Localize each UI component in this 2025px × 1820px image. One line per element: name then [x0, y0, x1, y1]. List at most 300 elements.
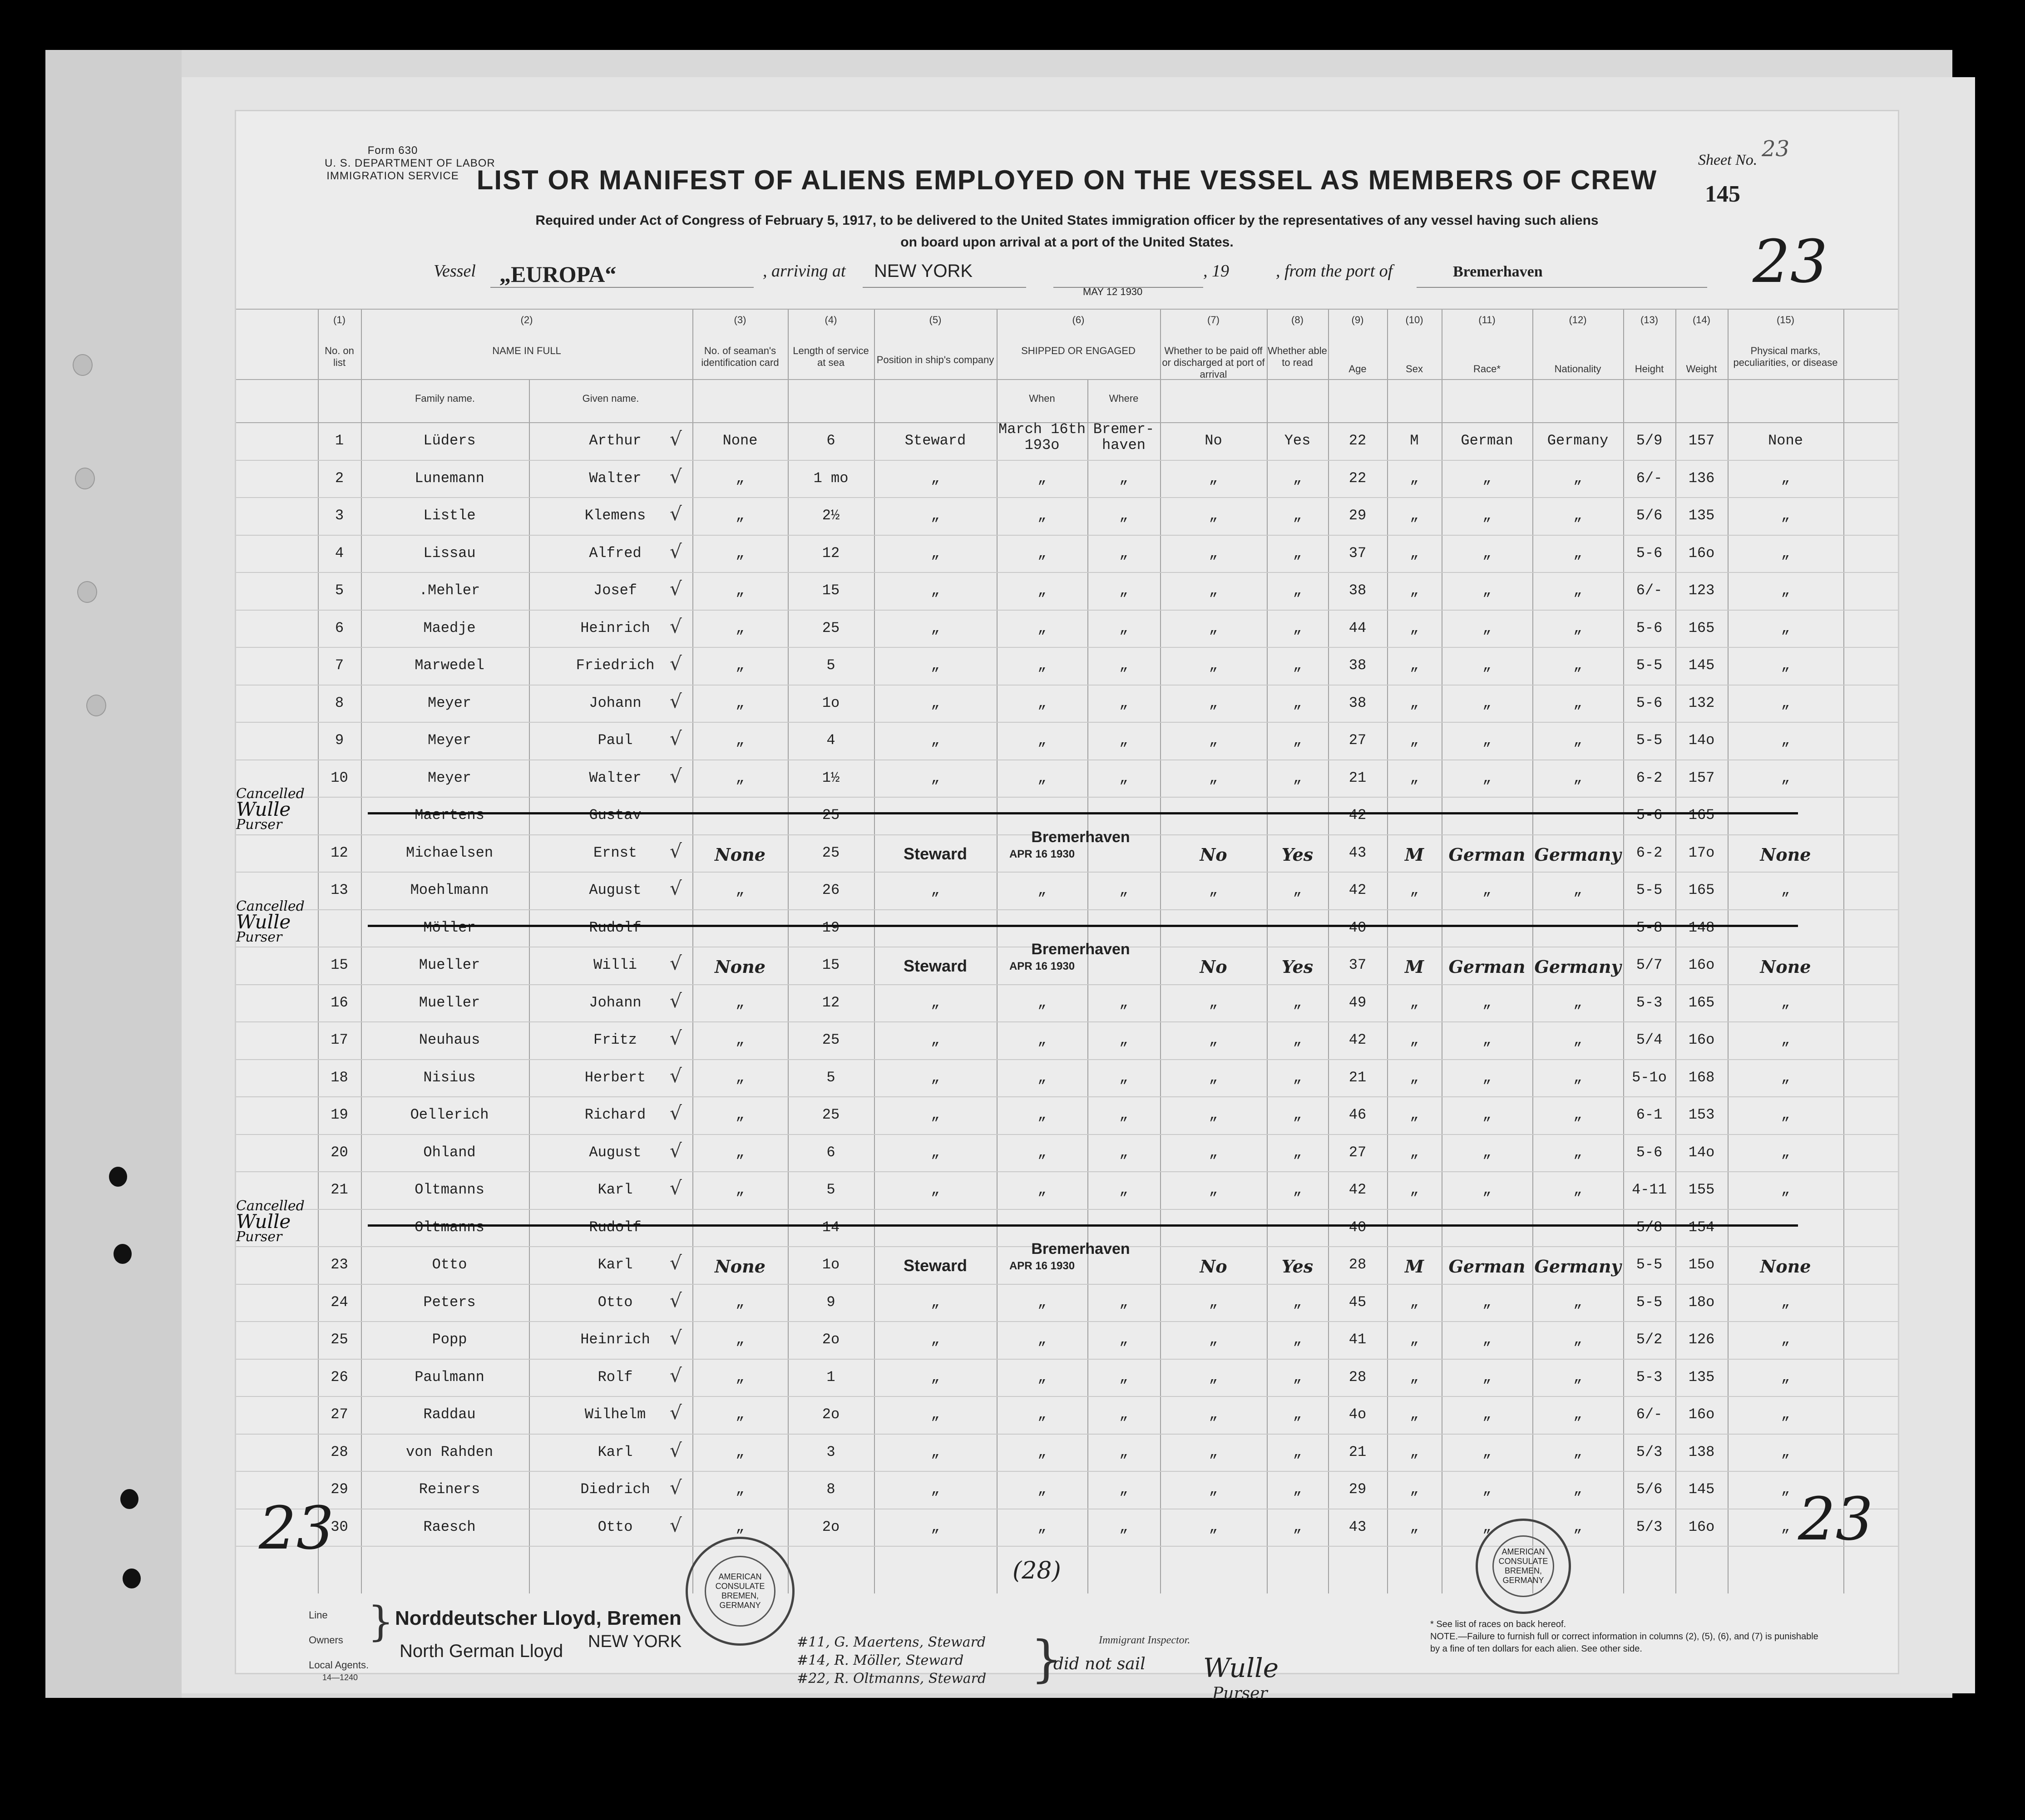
- cell-family: Maedje: [423, 619, 476, 636]
- cell-service: 8: [826, 1481, 835, 1498]
- cell-marks: None: [1760, 957, 1811, 977]
- cell-race: „: [1482, 1106, 1492, 1123]
- cell-weight: 165: [1688, 619, 1715, 636]
- punch-hole: [86, 695, 106, 716]
- cell-card: „: [736, 882, 745, 898]
- cell-age: 42: [1348, 1181, 1367, 1198]
- check-mark: √: [670, 1027, 682, 1049]
- cell-family: von Rahden: [405, 1443, 494, 1460]
- cell-given: Walter: [589, 769, 642, 786]
- cell-read: „: [1293, 582, 1302, 599]
- column-number: (3): [734, 314, 746, 326]
- cell-marks: „: [1781, 1293, 1790, 1311]
- check-mark: √: [670, 540, 682, 562]
- cell-when: APR 16 1930: [1009, 848, 1075, 860]
- check-mark: √: [670, 1364, 682, 1386]
- cell-height: 5-3: [1636, 1368, 1663, 1386]
- header-rule: [236, 379, 1898, 380]
- cell-no: 16: [331, 994, 348, 1011]
- check-mark: √: [670, 989, 682, 1012]
- cell-when: „: [1037, 544, 1047, 562]
- check-mark: √: [670, 877, 682, 899]
- header-rule: [236, 309, 1898, 310]
- cell-height: 6/-: [1636, 469, 1663, 487]
- cell-sex: M: [1410, 432, 1419, 449]
- cell-nationality: Germany: [1547, 432, 1609, 449]
- cell-service: 5: [826, 1181, 835, 1198]
- cell-paid: „: [1209, 1406, 1218, 1423]
- cell-read: „: [1293, 544, 1302, 562]
- cell-weight: 14o: [1688, 732, 1715, 749]
- cell-where: „: [1119, 1293, 1128, 1311]
- cell-weight: 135: [1688, 1368, 1715, 1386]
- cell-weight: 123: [1688, 582, 1715, 599]
- cancelled-note: [236, 786, 305, 833]
- cell-card: „: [736, 1069, 745, 1086]
- strike-through-line: [368, 925, 1798, 927]
- cell-nationality: „: [1573, 994, 1582, 1011]
- cell-family: Peters: [423, 1293, 476, 1311]
- cell-family: Meyer: [427, 732, 471, 749]
- cell-age: 42: [1348, 807, 1367, 824]
- cell-read: „: [1293, 1331, 1302, 1348]
- cell-weight: 126: [1688, 1331, 1715, 1348]
- cancelled-note-line1: Cancelled: [236, 1198, 305, 1214]
- cell-nationality: „: [1573, 469, 1582, 487]
- column-number: (5): [929, 314, 942, 326]
- service: IMMIGRATION SERVICE: [326, 170, 459, 182]
- binding-strip: [45, 50, 182, 1698]
- row-rule: [236, 984, 1898, 985]
- cell-height: 5/4: [1636, 1031, 1663, 1048]
- cell-read: „: [1293, 469, 1302, 487]
- cell-card: „: [736, 1293, 745, 1311]
- cell-race: „: [1482, 882, 1492, 898]
- cell-service: 1 mo: [813, 469, 849, 487]
- cell-height: 5/9: [1636, 432, 1663, 449]
- cell-paid: „: [1209, 1518, 1218, 1535]
- cell-when: „: [1037, 1406, 1047, 1423]
- cell-paid: „: [1209, 1106, 1218, 1123]
- cell-read: „: [1293, 694, 1302, 711]
- cell-card: None: [715, 1256, 766, 1277]
- cancelled-note-line1: Cancelled: [236, 786, 305, 802]
- cell-given: Johann: [589, 994, 642, 1011]
- check-mark: √: [670, 1102, 682, 1124]
- cell-card: „: [736, 1181, 745, 1198]
- cell-height: 5-6: [1636, 694, 1663, 711]
- cell-no: 10: [331, 769, 348, 786]
- cell-sex: „: [1410, 732, 1419, 749]
- cell-nationality: „: [1573, 657, 1582, 674]
- cell-service: 15: [822, 582, 840, 599]
- cell-card: „: [736, 657, 745, 674]
- cell-height: 5-1o: [1632, 1069, 1667, 1086]
- cell-sex: „: [1410, 1069, 1419, 1086]
- cell-where: „: [1119, 1406, 1128, 1423]
- cell-nationality: „: [1573, 1368, 1582, 1386]
- cell-given: Paul: [598, 732, 633, 749]
- cell-position: „: [931, 994, 940, 1011]
- cell-race: „: [1482, 1031, 1492, 1048]
- cell-age: 37: [1348, 544, 1367, 562]
- punch-hole: [109, 1167, 127, 1187]
- cell-height: 5/6: [1636, 507, 1663, 524]
- cancelled-note-line2: Wulle: [236, 798, 291, 820]
- cell-position: „: [931, 1406, 940, 1423]
- cell-when: „: [1037, 732, 1047, 749]
- cell-given: Diedrich: [580, 1481, 650, 1498]
- cell-weight: 17o: [1688, 844, 1715, 861]
- cell-race: „: [1482, 1518, 1492, 1535]
- cell-height: 5-5: [1636, 1293, 1663, 1311]
- cell-family: Lunemann: [415, 469, 484, 487]
- cell-marks: „: [1781, 657, 1790, 674]
- check-mark: √: [670, 1252, 682, 1274]
- cell-service: 2o: [822, 1331, 840, 1348]
- cell-read: „: [1293, 769, 1302, 786]
- cell-height: 5/7: [1636, 957, 1663, 973]
- cell-given: Karl: [598, 1181, 633, 1198]
- cell-no: 13: [331, 882, 348, 898]
- vessel-label: Vessel: [434, 261, 476, 281]
- cell-service: 1o: [822, 694, 840, 711]
- cell-race: German: [1448, 844, 1526, 865]
- cell-family: Oltmanns: [415, 1181, 484, 1198]
- from-label: , from the port of: [1276, 261, 1393, 281]
- cell-race: „: [1482, 1181, 1492, 1198]
- cell-family: Ohland: [423, 1144, 476, 1161]
- cell-weight: 155: [1688, 1181, 1715, 1198]
- cancelled-note-line2: Wulle: [236, 1210, 291, 1233]
- cell-weight: 16o: [1688, 1031, 1715, 1048]
- cell-no: 3: [335, 507, 344, 524]
- cell-family: Michaelsen: [405, 844, 494, 861]
- cell-weight: 136: [1688, 469, 1715, 487]
- column-number: (13): [1640, 314, 1659, 326]
- cell-sex: „: [1410, 1106, 1419, 1123]
- column-number: (4): [825, 314, 837, 326]
- cell-age: 28: [1348, 1368, 1367, 1386]
- cell-family: Meyer: [427, 694, 471, 711]
- column-number: (10): [1405, 314, 1423, 326]
- cell-read: Yes: [1281, 957, 1314, 977]
- cell-no: 4: [335, 544, 344, 562]
- punch-hole: [73, 354, 93, 376]
- cell-where: „: [1119, 1481, 1128, 1498]
- cell-service: 19: [822, 919, 840, 936]
- cell-sex: „: [1410, 1368, 1419, 1386]
- cell-paid: „: [1209, 882, 1218, 898]
- cell-paid: „: [1209, 469, 1218, 487]
- cell-when: „: [1037, 1443, 1047, 1460]
- cell-sex: „: [1410, 1443, 1419, 1460]
- cell-family: Lissau: [423, 544, 476, 562]
- cell-when: „: [1037, 507, 1047, 524]
- cell-read: „: [1293, 657, 1302, 674]
- cell-when: „: [1037, 1518, 1047, 1535]
- cell-no: 5: [335, 582, 344, 599]
- cell-position: „: [931, 544, 940, 562]
- column-number: (2): [520, 314, 533, 326]
- column-header-paid-off: Whether to be paid off or discharged at port of arrival: [1162, 345, 1265, 380]
- cell-weight: 15o: [1688, 1256, 1715, 1273]
- column-header-age: Age: [1348, 363, 1367, 375]
- cell-sex: „: [1410, 1481, 1419, 1498]
- column-rule: [1623, 309, 1624, 1593]
- cell-card: None: [722, 432, 758, 449]
- handwritten-sheet-number: 23: [1753, 227, 1828, 296]
- cell-age: 4o: [1348, 1406, 1367, 1423]
- cell-marks: „: [1781, 769, 1790, 786]
- cell-marks: „: [1781, 994, 1790, 1011]
- cell-nationality: Germany: [1534, 957, 1621, 977]
- cell-card: „: [736, 1106, 745, 1123]
- cell-age: 41: [1348, 1331, 1367, 1348]
- cell-where: „: [1119, 469, 1128, 487]
- cell-position: „: [931, 1069, 940, 1086]
- cell-service: 2½: [822, 507, 840, 524]
- cell-race: „: [1482, 657, 1492, 674]
- cell-position: „: [931, 582, 940, 599]
- cell-race: German: [1448, 957, 1526, 977]
- footnote-penalty: NOTE.—Failure to furnish full or correct information in columns (2), (5), (6), and (7) is punishable by a fine of ten dollars for each alien. See other side.: [1430, 1632, 1818, 1654]
- cell-height: 6-2: [1636, 844, 1663, 861]
- cell-read: „: [1293, 1069, 1302, 1086]
- cell-service: 5: [826, 1069, 835, 1086]
- cell-read: „: [1293, 507, 1302, 524]
- cell-no: 20: [331, 1144, 348, 1161]
- row-rule: [236, 572, 1898, 573]
- cell-position: „: [931, 1293, 940, 1311]
- cell-read: „: [1293, 732, 1302, 749]
- cell-service: 25: [822, 619, 840, 636]
- check-mark: √: [670, 1139, 682, 1162]
- row-rule: [236, 535, 1898, 536]
- cell-no: 9: [335, 732, 344, 749]
- underline: [490, 287, 754, 288]
- cell-when: „: [1037, 1331, 1047, 1348]
- cell-position: „: [931, 619, 940, 636]
- check-mark: √: [670, 1177, 682, 1199]
- cell-marks: None: [1760, 1256, 1811, 1277]
- cell-paid: „: [1209, 619, 1218, 636]
- cell-card: „: [736, 469, 745, 487]
- check-mark: √: [670, 577, 682, 600]
- cell-no: 18: [331, 1069, 348, 1086]
- cell-nationality: „: [1573, 1481, 1582, 1498]
- cell-marks: „: [1781, 469, 1790, 487]
- cell-nationality: „: [1573, 1293, 1582, 1311]
- cell-given: Willi: [593, 957, 637, 973]
- underline: [1417, 287, 1707, 288]
- cell-weight: 157: [1688, 432, 1715, 449]
- column-rule: [692, 309, 693, 1593]
- cell-given: Johann: [589, 694, 642, 711]
- cell-read: „: [1293, 1481, 1302, 1498]
- arriving-label: , arriving at: [763, 261, 846, 281]
- check-mark: √: [670, 839, 682, 862]
- cell-race: „: [1482, 1293, 1492, 1311]
- cell-given: Otto: [598, 1293, 633, 1311]
- cell-weight: 165: [1688, 807, 1715, 824]
- cell-when: „: [1037, 657, 1047, 674]
- cell-weight: 18o: [1688, 1293, 1715, 1311]
- cell-service: 25: [822, 807, 840, 824]
- cell-family: Raesch: [423, 1518, 476, 1535]
- line-label: Line: [309, 1609, 328, 1621]
- departure-port: Bremerhaven: [1453, 263, 1543, 280]
- cell-sex: M: [1404, 1256, 1424, 1277]
- form-code: 14—1240: [322, 1673, 358, 1682]
- cell-service: 26: [822, 882, 840, 898]
- column-header-when: When: [1029, 393, 1055, 404]
- cell-nationality: „: [1573, 732, 1582, 749]
- cell-no: 19: [331, 1106, 348, 1123]
- agents-label: Local Agents.: [309, 1659, 369, 1671]
- cell-given: Klemens: [584, 507, 646, 524]
- cell-age: 37: [1348, 957, 1367, 973]
- cell-no: 12: [331, 844, 348, 861]
- cell-service: 3: [826, 1443, 835, 1460]
- cell-weight: 165: [1688, 994, 1715, 1011]
- column-header-where: Where: [1109, 393, 1139, 404]
- cell-card: „: [736, 732, 745, 749]
- form-number: Form 630: [367, 144, 418, 157]
- note-line-2: #14, R. Möller, Steward: [797, 1652, 964, 1668]
- row-rule: [236, 685, 1898, 686]
- cell-where: „: [1119, 1106, 1128, 1123]
- row-rule: [236, 460, 1898, 461]
- cell-position: „: [931, 1481, 940, 1498]
- cell-marks: „: [1781, 1181, 1790, 1198]
- check-mark: √: [670, 690, 682, 712]
- cell-sex: „: [1410, 469, 1419, 487]
- cell-age: 28: [1348, 1256, 1367, 1273]
- cell-where: „: [1119, 1443, 1128, 1460]
- cell-sex: „: [1410, 1181, 1419, 1198]
- cell-read: Yes: [1284, 432, 1311, 449]
- column-rule: [1675, 309, 1676, 1593]
- cell-weight: 153: [1688, 1106, 1715, 1123]
- cell-nationality: „: [1573, 619, 1582, 636]
- cell-when: „: [1037, 1293, 1047, 1311]
- cell-family: .Mehler: [419, 582, 480, 599]
- cell-paid: „: [1209, 769, 1218, 786]
- cell-paid: „: [1209, 1481, 1218, 1498]
- cell-no: 28: [331, 1443, 348, 1460]
- cell-family: Mueller: [419, 994, 480, 1011]
- cell-given: Josef: [593, 582, 637, 599]
- cell-family: Popp: [432, 1331, 467, 1348]
- cell-sex: „: [1410, 507, 1419, 524]
- cell-card: „: [736, 619, 745, 636]
- cell-where: „: [1119, 544, 1128, 562]
- brace: }: [1031, 1630, 1062, 1688]
- cell-age: 43: [1348, 844, 1367, 861]
- cell-service: 1: [826, 1368, 835, 1386]
- seal-text: AMERICAN CONSULATE BREMEN, GERMANY: [705, 1556, 775, 1627]
- check-mark: √: [670, 1289, 682, 1312]
- consulate-seal: [1476, 1519, 1571, 1614]
- check-mark: √: [670, 1401, 682, 1424]
- cell-sex: „: [1410, 582, 1419, 599]
- column-number: (12): [1569, 314, 1587, 326]
- arrival-date: MAY 12 1930: [1083, 286, 1143, 297]
- cell-service: 12: [822, 994, 840, 1011]
- cell-when: „: [1037, 469, 1047, 487]
- cell-card: None: [715, 844, 766, 865]
- cell-position: „: [931, 1368, 940, 1386]
- column-header-given-name: Given name.: [582, 393, 639, 404]
- inspector-label: Immigrant Inspector.: [1099, 1634, 1190, 1646]
- column-header-seaman-card: No. of seaman's identification card: [701, 345, 779, 368]
- year-label: , 19: [1203, 261, 1229, 281]
- cell-height: 5/6: [1636, 1481, 1663, 1498]
- subtitle-line-1: Required under Act of Congress of February 5, 1917, to be delivered to the United States immigration officer by the representatives of any vessel having such aliens: [535, 213, 1599, 228]
- cell-position: Steward: [903, 1256, 968, 1275]
- cell-sex: „: [1410, 769, 1419, 786]
- cell-age: 29: [1348, 1481, 1367, 1498]
- column-header-height: Height: [1635, 363, 1664, 375]
- cell-marks: „: [1781, 1518, 1790, 1535]
- cell-no: 30: [331, 1518, 348, 1535]
- cell-position: „: [931, 1144, 940, 1161]
- cell-height: 6/-: [1636, 582, 1663, 599]
- cell-position: „: [931, 469, 940, 487]
- cell-read: „: [1293, 882, 1302, 898]
- cell-weight: 138: [1688, 1443, 1715, 1460]
- cell-no: 2: [335, 469, 344, 487]
- cell-family: Oellerich: [410, 1106, 489, 1123]
- cell-where: „: [1119, 882, 1128, 898]
- cell-height: 5-6: [1636, 1144, 1663, 1161]
- column-rule: [1160, 309, 1161, 1593]
- column-header-name-in-full: NAME IN FULL: [492, 345, 561, 356]
- column-header-marks: Physical marks, peculiarities, or disease: [1733, 345, 1838, 368]
- column-rule: [1728, 309, 1729, 1593]
- cell-marks: None: [1768, 432, 1803, 449]
- cell-given: Karl: [598, 1256, 633, 1273]
- cell-when: „: [1037, 994, 1047, 1011]
- cell-when: „: [1037, 1144, 1047, 1161]
- cell-position: „: [931, 694, 940, 711]
- page-number: 145: [1705, 181, 1740, 207]
- row-rule: [236, 1396, 1898, 1397]
- cell-paid: No: [1205, 432, 1222, 449]
- column-rule: [997, 309, 998, 1593]
- cell-position: „: [931, 769, 940, 786]
- cell-family: Marwedel: [415, 657, 484, 674]
- underline: [1053, 287, 1203, 288]
- cell-where: „: [1119, 1368, 1128, 1386]
- cell-card: „: [736, 1518, 745, 1535]
- column-number: (8): [1291, 314, 1304, 326]
- cell-age: 21: [1348, 1069, 1367, 1086]
- column-header-family-name: Family name.: [415, 393, 475, 404]
- cell-paid: No: [1200, 844, 1227, 865]
- cell-race: „: [1482, 1331, 1492, 1348]
- cell-age: 43: [1348, 1518, 1367, 1535]
- cell-position: Steward: [904, 432, 966, 449]
- cell-where: „: [1119, 619, 1128, 636]
- cell-marks: „: [1781, 1406, 1790, 1423]
- column-header-shipped: SHIPPED OR ENGAGED: [1021, 345, 1136, 356]
- cancelled-note-line1: Cancelled: [236, 898, 305, 914]
- cell-weight: 16o: [1688, 544, 1715, 562]
- cell-where: „: [1119, 1331, 1128, 1348]
- cell-age: 21: [1348, 769, 1367, 786]
